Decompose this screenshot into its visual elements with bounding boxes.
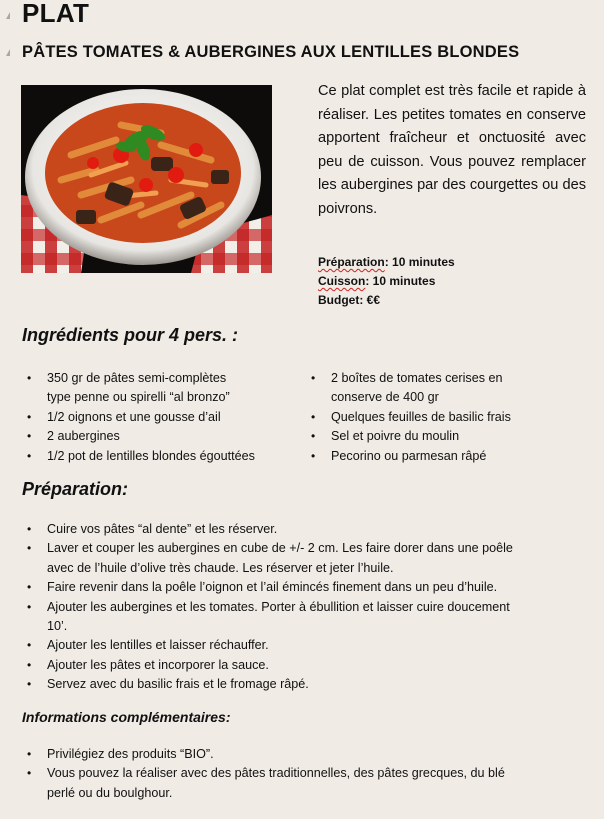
list-item: • 2 aubergines [25, 427, 315, 446]
recipe-intro: Ce plat complet est très facile et rapide à réaliser. Les petites tomates en conserve apportent fraîcheur et onctuosité avec peu de cuisson. Vous pouvez remplacer les aubergines par des courgettes ou des poivrons. [318, 83, 586, 217]
budget: Budget: €€ [318, 293, 381, 307]
ingredients-list-left [25, 369, 315, 466]
prep-time-label: Préparation [318, 255, 385, 269]
list-item: • Sel et poivre du moulin [309, 427, 589, 446]
collapse-subheading-icon[interactable] [6, 49, 10, 56]
list-item: • Laver et couper les aubergines en cube de +/- 2 cm. Les faire dorer dans une poêle avec de l’huile d’olive très chaude. Les réserver et jeter l’huile. [27, 541, 513, 575]
prep-time-value: : 10 minutes [384, 255, 455, 269]
collapse-heading-icon[interactable] [6, 12, 10, 19]
preparation-steps [25, 520, 570, 695]
list-item: • 350 gr de pâtes semi-complètes type penne ou spirelli “al bronzo” [27, 371, 230, 405]
list-item: • 1/2 oignons et une gousse d’ail [25, 408, 315, 427]
bullet-icon: • [27, 541, 32, 556]
list-item: • Vous pouvez la réaliser avec des pâtes traditionnelles, des pâtes grecques, du blé perlé ou du boulghour. [27, 766, 505, 800]
bullet-icon: • [311, 429, 316, 444]
bullet-icon: • [311, 371, 316, 385]
list-item: • Faire revenir dans la poêle l’oignon et l’ail émincés finement dans un peu d’huile. [25, 578, 570, 597]
info-list [25, 745, 570, 803]
bullet-icon: • [311, 448, 316, 463]
bullet-icon: • [27, 580, 32, 595]
bullet-icon: • [311, 409, 316, 424]
bullet-icon: • [27, 677, 32, 692]
list-item: • Quelques feuilles de basilic frais [309, 408, 589, 427]
page-title: PLAT [22, 0, 90, 28]
ingredients-heading: Ingrédients pour 4 pers. : [22, 325, 239, 345]
list-item: • Ajouter les aubergines et les tomates. Porter à ébullition et laisser cuire doucement 10’. [27, 599, 510, 634]
cook-time-label: Cuisson [318, 274, 366, 288]
bullet-icon: • [27, 766, 32, 781]
list-item: • Cuire vos pâtes “al dente” et les réserver. [25, 520, 570, 539]
bullet-icon: • [27, 409, 32, 424]
cook-time [318, 272, 455, 291]
bullet-icon: • [27, 429, 32, 444]
dish-photo [21, 85, 272, 273]
list-item: • Servez avec du basilic frais et le fromage râpé. [25, 675, 570, 694]
list-item: • 2 boîtes de tomates cerises en conserve de 400 gr [311, 371, 503, 405]
bullet-icon: • [27, 638, 32, 653]
bullet-icon: • [27, 599, 32, 614]
recipe-times [318, 253, 455, 310]
bullet-icon: • [27, 522, 32, 536]
ingredients-list-right [309, 369, 589, 466]
bullet-icon: • [27, 747, 32, 761]
bullet-icon: • [27, 657, 32, 672]
list-item: • Privilégiez des produits “BIO”. [25, 745, 570, 764]
cook-time-value: : 10 minutes [365, 274, 436, 288]
preparation-heading: Préparation: [22, 479, 129, 499]
list-item: • 1/2 pot de lentilles blondes égouttées [25, 447, 315, 466]
list-item: • Ajouter les lentilles et laisser réchauffer. [25, 636, 570, 655]
bullet-icon: • [27, 371, 32, 385]
recipe-title: PÂTES TOMATES & AUBERGINES AUX LENTILLES BLONDES [22, 43, 520, 61]
info-heading: Informations complémentaires: [22, 709, 231, 725]
prep-time [318, 253, 455, 272]
list-item: • Ajouter les pâtes et incorporer la sauce. [25, 656, 570, 675]
bullet-icon: • [27, 448, 32, 463]
list-item: • Pecorino ou parmesan râpé [309, 447, 589, 466]
